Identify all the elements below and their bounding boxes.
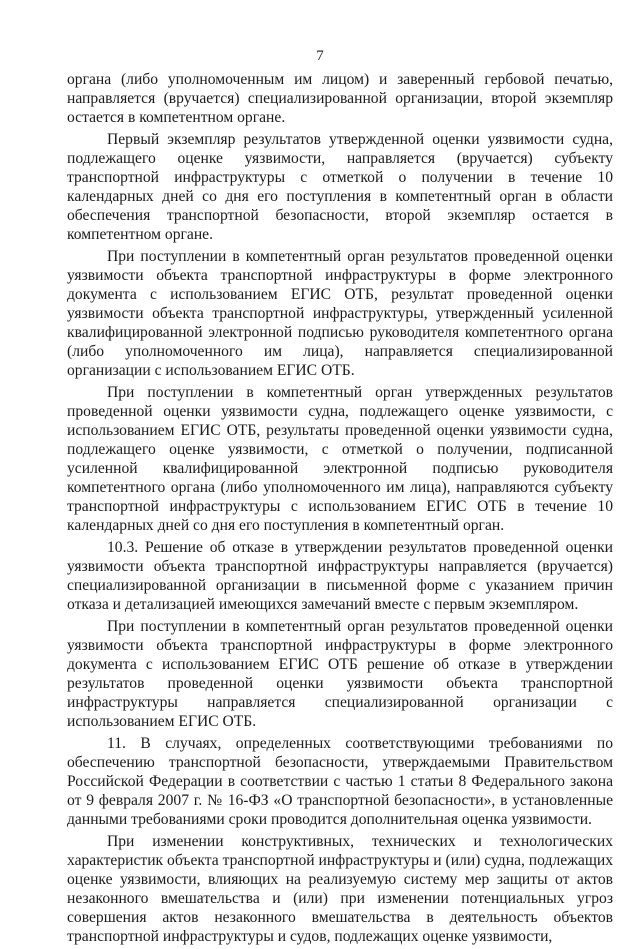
paragraph-electronic-object: При поступлении в компетентный орган результатов проведенной оценки уязвимости объекта транспортной инфраструктуры в форме электронного документа с использованием ЕГИС ОТБ, результат проведенной оценки уязвимости объекта транспортной инфраструктуры, утвержденный усиленной квалифицированной электронной подписью руководителя компетентного органа (либо уполномоченного им лица), направляется специализированной организации с использованием ЕГИС ОТБ.: [67, 248, 613, 379]
paragraph-first-copy-vessel: Первый экземпляр результатов утвержденной оценки уязвимости судна, подлежащего оценке уязвимости, направляется (вручается) субъекту транспортной инфраструктуры с отметкой о получении в течение 10 календарных дней со дня его поступления в компетентный орган в области обеспечения транспортной безопасности, второй экземпляр остается в компетентном органе.: [67, 131, 613, 243]
paragraph-electronic-vessel: При поступлении в компетентный орган утвержденных результатов проведенной оценки уязвимости судна, подлежащего оценке уязвимости, с использованием ЕГИС ОТБ, результаты проведенной оценки уязвимости судна, подлежащего оценке уязвимости, с отметкой о получении, подписанной усиленной квалифицированной электронной подписью руководителя компетентного органа (либо уполномоченного им лица), направляются субъекту транспортной инфраструктуры с использованием ЕГИС ОТБ в течение 10 календарных дней со дня его поступления в компетентный орган.: [67, 384, 613, 534]
paragraph-10-3-refusal: 10.3. Решение об отказе в утверждении результатов проведенной оценки уязвимости объекта транспортной инфраструктуры направляется (вручается) специализированной организации в письменной форме с указанием причин отказа и детализацией имеющихся замечаний вместе с первым экземпляром.: [67, 539, 613, 613]
paragraph-changes: При изменении конструктивных, технических и технологических характеристик объекта транспортной инфраструктуры и (или) судна, подлежащих оценке уязвимости, влияющих на реализуемую систему мер защиты от актов незаконного вмешательства и (или) при изменении потенциальных угроз совершения актов незаконного вмешательства в деятельность объектов транспортной инфраструктуры и судов, подлежащих оценке уязвимости,: [67, 833, 613, 945]
paragraph-11-additional-assessment: 11. В случаях, определенных соответствующими требованиями по обеспечению транспортной безопасности, утверждаемыми Правительством Российской Федерации в соответствии с частью 1 статьи 8 Федерального закона от 9 февраля 2007 г. № 16-ФЗ «О транспортной безопасности», в установленные данными требованиями сроки проводится дополнительная оценка уязвимости.: [67, 735, 613, 828]
document-body: [67, 70, 613, 949]
page-number: 7: [316, 48, 324, 64]
paragraph-refusal-electronic: При поступлении в компетентный орган результатов проведенной оценки уязвимости объекта транспортной инфраструктуры в форме электронного документа с использованием ЕГИС ОТБ решение об отказе в утверждении результатов проведенной оценки уязвимости объекта транспортной инфраструктуры направляется специализированной организации с использованием ЕГИС ОТБ.: [67, 618, 613, 730]
paragraph-continuation: органа (либо уполномоченным им лицом) и заверенный гербовой печатью, направляется (вручается) специализированной организации, второй экземпляр остается в компетентном органе.: [67, 71, 613, 126]
